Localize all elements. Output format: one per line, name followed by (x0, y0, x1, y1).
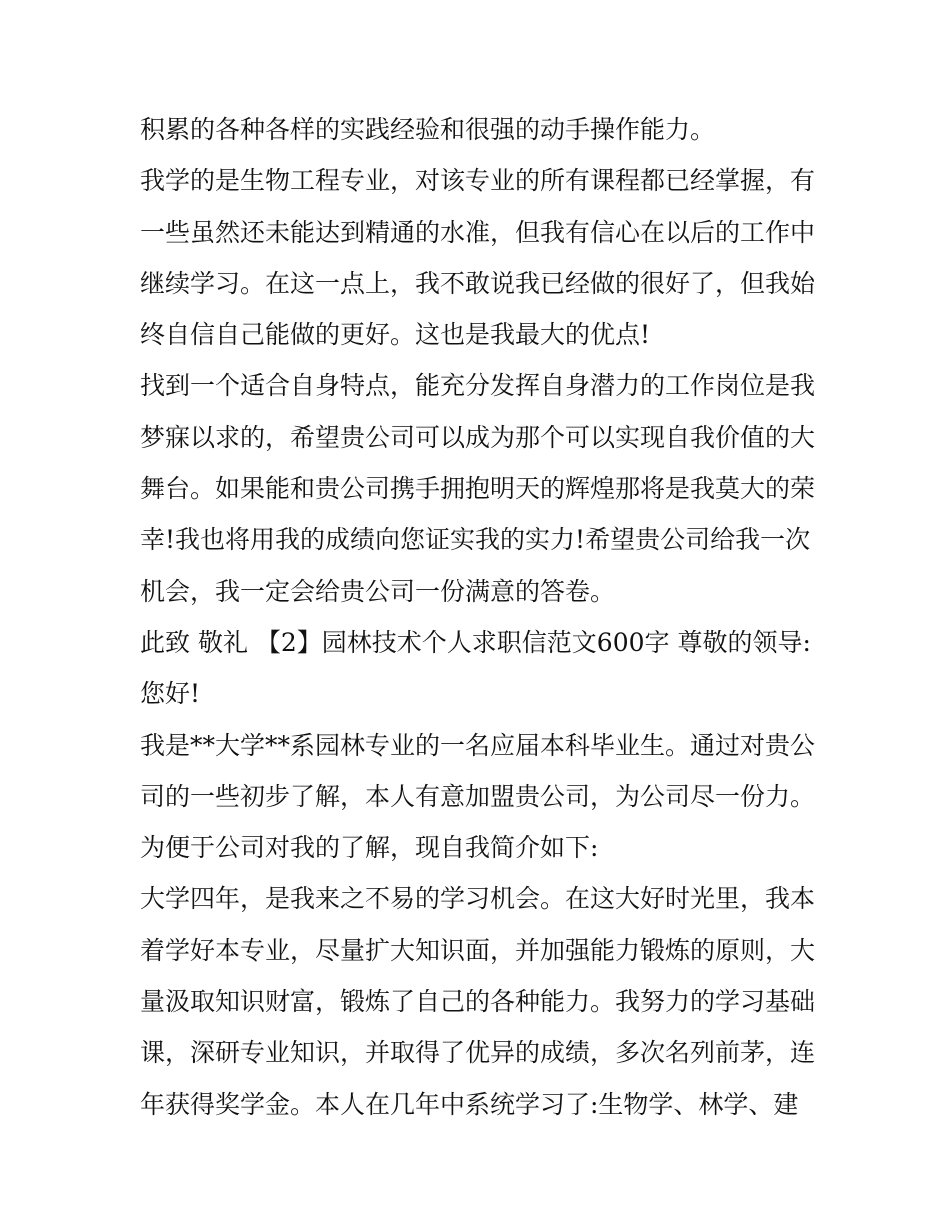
salutation-and-title-line: 此致 敬礼 【2】园林技术个人求职信范文600字 尊敬的领导: (140, 627, 811, 657)
text-line: 找到一个适合自身特点，能充分发挥自身潜力的工作岗位是我 (140, 371, 816, 401)
text-line: 机会，我一定会给贵公司一份满意的答卷。 (140, 576, 616, 606)
text-line: 量汲取知识财富，锻炼了自己的各种能力。我努力的学习基础 (140, 987, 816, 1017)
text-line: 司的一些初步了解，本人有意加盟贵公司，为公司尽一份力。 (140, 781, 816, 811)
text-line: 梦寐以求的，希望贵公司可以成为那个可以实现自我价值的大 (140, 422, 816, 452)
text-line: 幸!我也将用我的成绩向您证实我的实力!希望贵公司给我一次 (140, 525, 811, 555)
text-line: 为便于公司对我的了解，现自我简介如下: (140, 833, 599, 863)
text-line: 课，深研专业知识，并取得了优异的成绩，多次名列前茅，连 (140, 1038, 816, 1068)
greeting-line: 您好! (140, 679, 201, 709)
letter-body (140, 104, 820, 1130)
text-line: 我是**大学**系园林专业的一名应届本科毕业生。通过对贵公 (140, 730, 816, 760)
text-line: 舞台。如果能和贵公司携手拥抱明天的辉煌那将是我莫大的荣 (140, 474, 816, 504)
text-line: 一些虽然还未能达到精通的水准，但我有信心在以后的工作中 (140, 217, 816, 247)
text-line: 着学好本专业，尽量扩大知识面，并加强能力锻炼的原则，大 (140, 935, 816, 965)
text-line: 继续学习。在这一点上，我不敢说我已经做的很好了，但我始 (140, 268, 816, 298)
text-line: 我学的是生物工程专业，对该专业的所有课程都已经掌握，有 (140, 166, 816, 196)
text-line: 大学四年，是我来之不易的学习机会。在这大好时光里，我本 (140, 884, 816, 914)
text-line: 终自信自己能做的更好。这也是我最大的优点! (140, 320, 651, 350)
text-line: 年获得奖学金。本人在几年中系统学习了:生物学、林学、建 (140, 1089, 799, 1119)
text-line: 积累的各种各样的实践经验和很强的动手操作能力。 (140, 115, 716, 144)
